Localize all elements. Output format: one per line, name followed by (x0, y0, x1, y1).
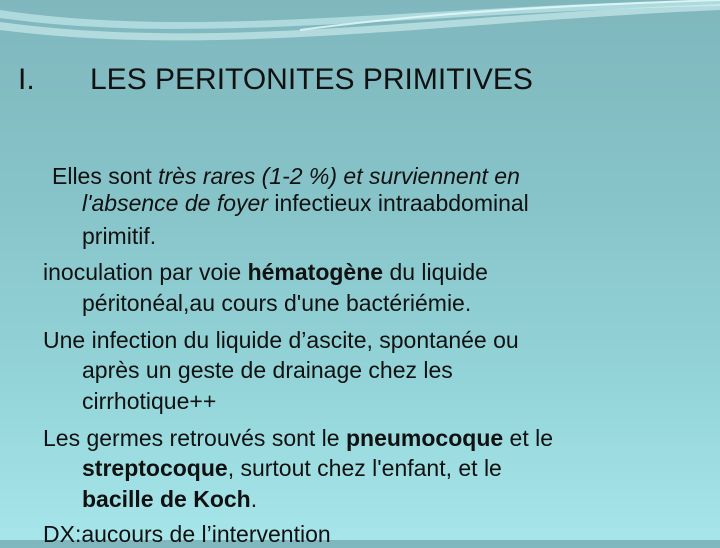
p4-bold-3: bacille de Koch (82, 486, 251, 512)
p2-text: inoculation par voie (43, 259, 248, 285)
p2-text-2: du liquide (383, 259, 488, 285)
p1-italic-2: l'absence de foyer (82, 190, 268, 216)
p4-line-3 (82, 485, 257, 513)
p1-text: Elles sont (52, 163, 159, 189)
p1-line-2 (82, 189, 529, 217)
p4-text-2: et le (503, 425, 554, 451)
p4-line-1 (43, 424, 553, 452)
p3-line-3: cirrhotique++ (82, 388, 217, 414)
title-text: LES PERITONITES PRIMITIVES (90, 63, 533, 96)
p4-text: Les germes retrouvés sont le (43, 425, 346, 451)
p2-line-2: péritonéal,au cours d'une bactériémie. (82, 290, 472, 316)
p1-line-1 (52, 162, 520, 190)
p1-line-3: primitif. (82, 223, 157, 249)
p4-text-3: , surtout chez l'enfant, et le (227, 455, 502, 481)
p1-italic: très rares (1-2 %) et surviennent en (158, 163, 520, 189)
title-number: I. (18, 63, 35, 96)
p4-line-2 (82, 454, 502, 482)
p1-text-2: infectieux intraabdominal (267, 190, 529, 216)
p2-bold: hématogène (247, 259, 384, 285)
p4-text-4: . (250, 486, 258, 512)
p2-line-1 (43, 258, 488, 286)
p3-line-1: Une infection du liquide d’ascite, spontanée ou (43, 327, 519, 353)
p5-line-1: DX:aucours de l’intervention (43, 521, 331, 547)
p4-bold: pneumocoque (345, 425, 504, 451)
p3-line-2: après un geste de drainage chez les (82, 357, 453, 383)
p4-bold-2: streptocoque (82, 455, 228, 481)
